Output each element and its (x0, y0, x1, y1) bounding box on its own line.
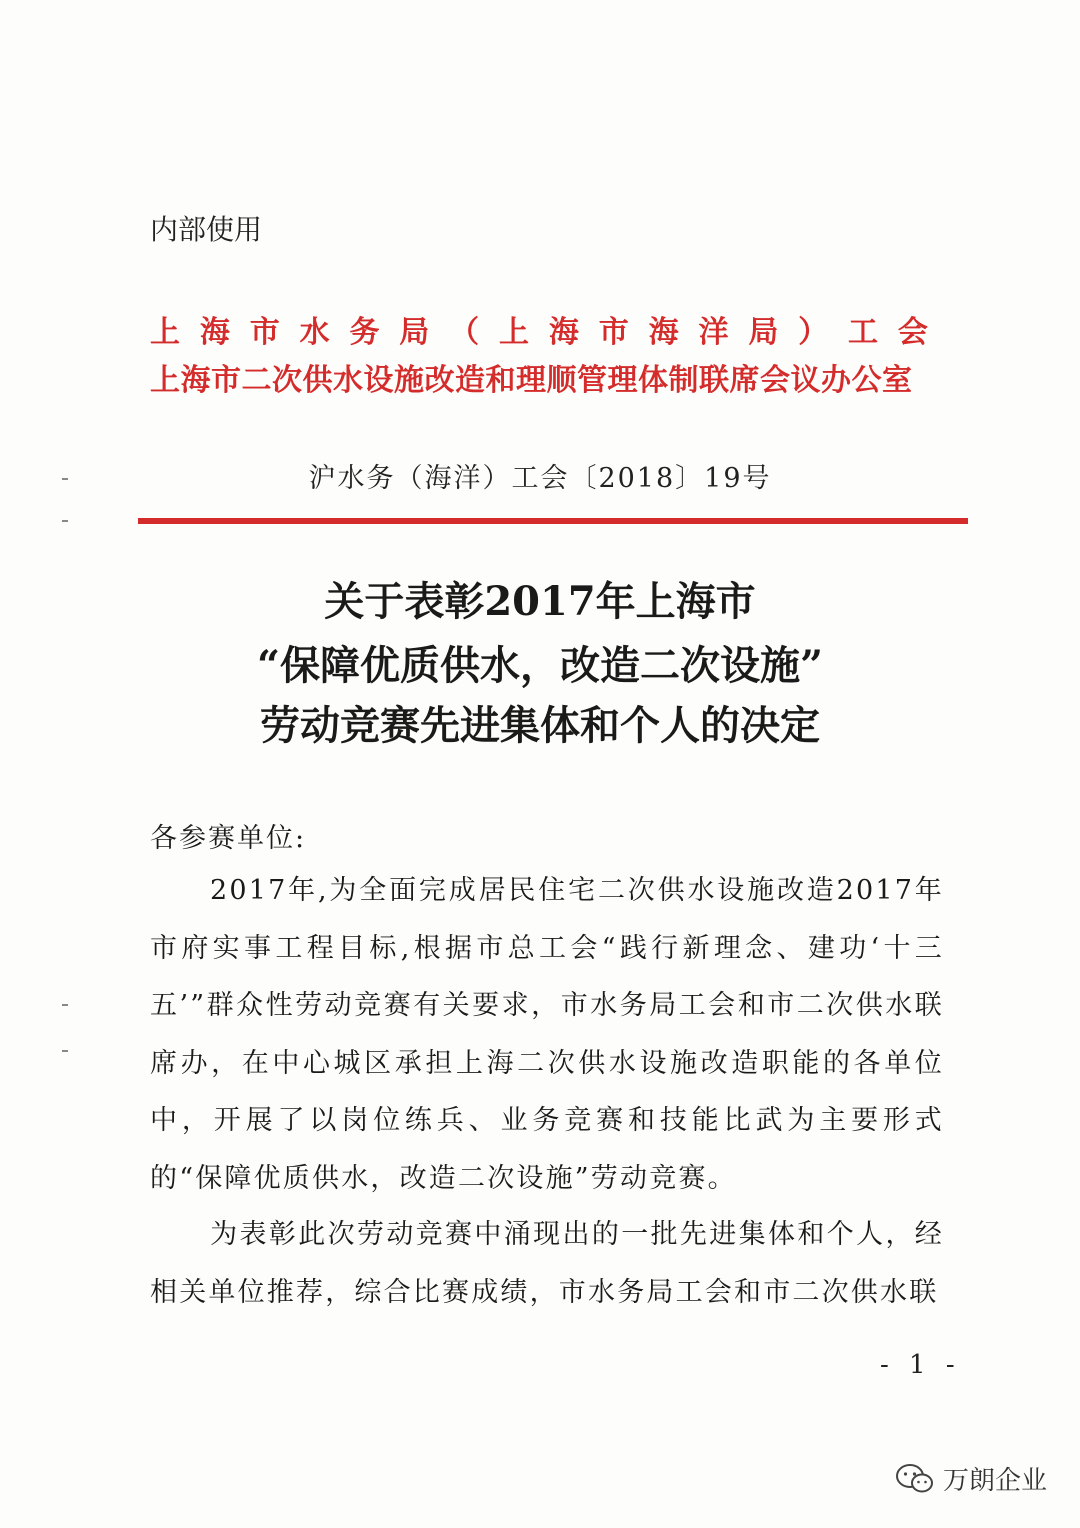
issuer-line-1-char: 会 (897, 315, 928, 350)
issuer-line-1-char: 上 (150, 315, 180, 350)
issuer-line-1-char: 上 (499, 315, 530, 350)
issuer-line-1-char: 局 (748, 315, 779, 350)
issuer-line-1-char: 海 (648, 315, 679, 350)
issuer-line-1-char: 海 (199, 315, 230, 350)
issuer-line-1-char: 市 (249, 315, 280, 350)
title-line-1: 关于表彰2017年上海市 (324, 578, 756, 625)
issuer-line-1 (150, 315, 928, 350)
issuer-line-1-char: ） (798, 315, 829, 350)
scan-speck (62, 520, 68, 522)
issuer-line-1-char: 水 (299, 315, 330, 350)
scan-speck (62, 1050, 68, 1052)
issuer-line-1-char: 海 (548, 315, 579, 350)
source-watermark (895, 1460, 1047, 1497)
red-divider-line (138, 518, 968, 524)
internal-use-label: 内部使用 (150, 213, 263, 246)
body-paragraph-1 (150, 862, 944, 1207)
issuer-line-1-char: 工 (848, 315, 879, 350)
wechat-icon (895, 1462, 935, 1496)
title-line-2: “保障优质供水，改造二次设施” (256, 642, 823, 689)
issuer-line-1-char: 务 (349, 315, 380, 350)
issuer-line-1-char: 洋 (698, 315, 729, 350)
document-number: 沪水务（海洋）工会〔2018〕19号 (308, 463, 772, 494)
body-paragraph-1-text: 2017年,为全面完成居民住宅二次供水设施改造2017年市府实事工程目标,根据市总工会“践行新理念、建功‘十三五’”群众性劳动竞赛有关要求，市水务局工会和市二次供水联席办，在中心城区承担上海二次供水设施改造职能的各单位中，开展了以岗位练兵、业务竞赛和技能比武为主要形式的“保障优质供水，改造二次设施”劳动竞赛。 (150, 875, 944, 1194)
body-paragraph-2-text: 为表彰此次劳动竞赛中涌现出的一批先进集体和个人，经相关单位推荐，综合比赛成绩，市水务局工会和市二次供水联 (150, 1219, 944, 1308)
issuer-line-1-char: （ (449, 315, 480, 350)
salutation: 各参赛单位: (150, 823, 307, 854)
issuer-line-2: 上海市二次供水设施改造和理顺管理体制联席会议办公室 (150, 363, 913, 398)
watermark-text: 万朗企业 (943, 1466, 1048, 1496)
title-line-3: 劳动竞赛先进集体和个人的决定 (260, 702, 820, 749)
page-number: - 1 - (880, 1350, 961, 1380)
scan-speck (62, 1004, 68, 1006)
issuer-line-1-char: 局 (399, 315, 430, 350)
issuer-line-1-char: 市 (598, 315, 629, 350)
body-paragraph-2 (150, 1206, 944, 1321)
